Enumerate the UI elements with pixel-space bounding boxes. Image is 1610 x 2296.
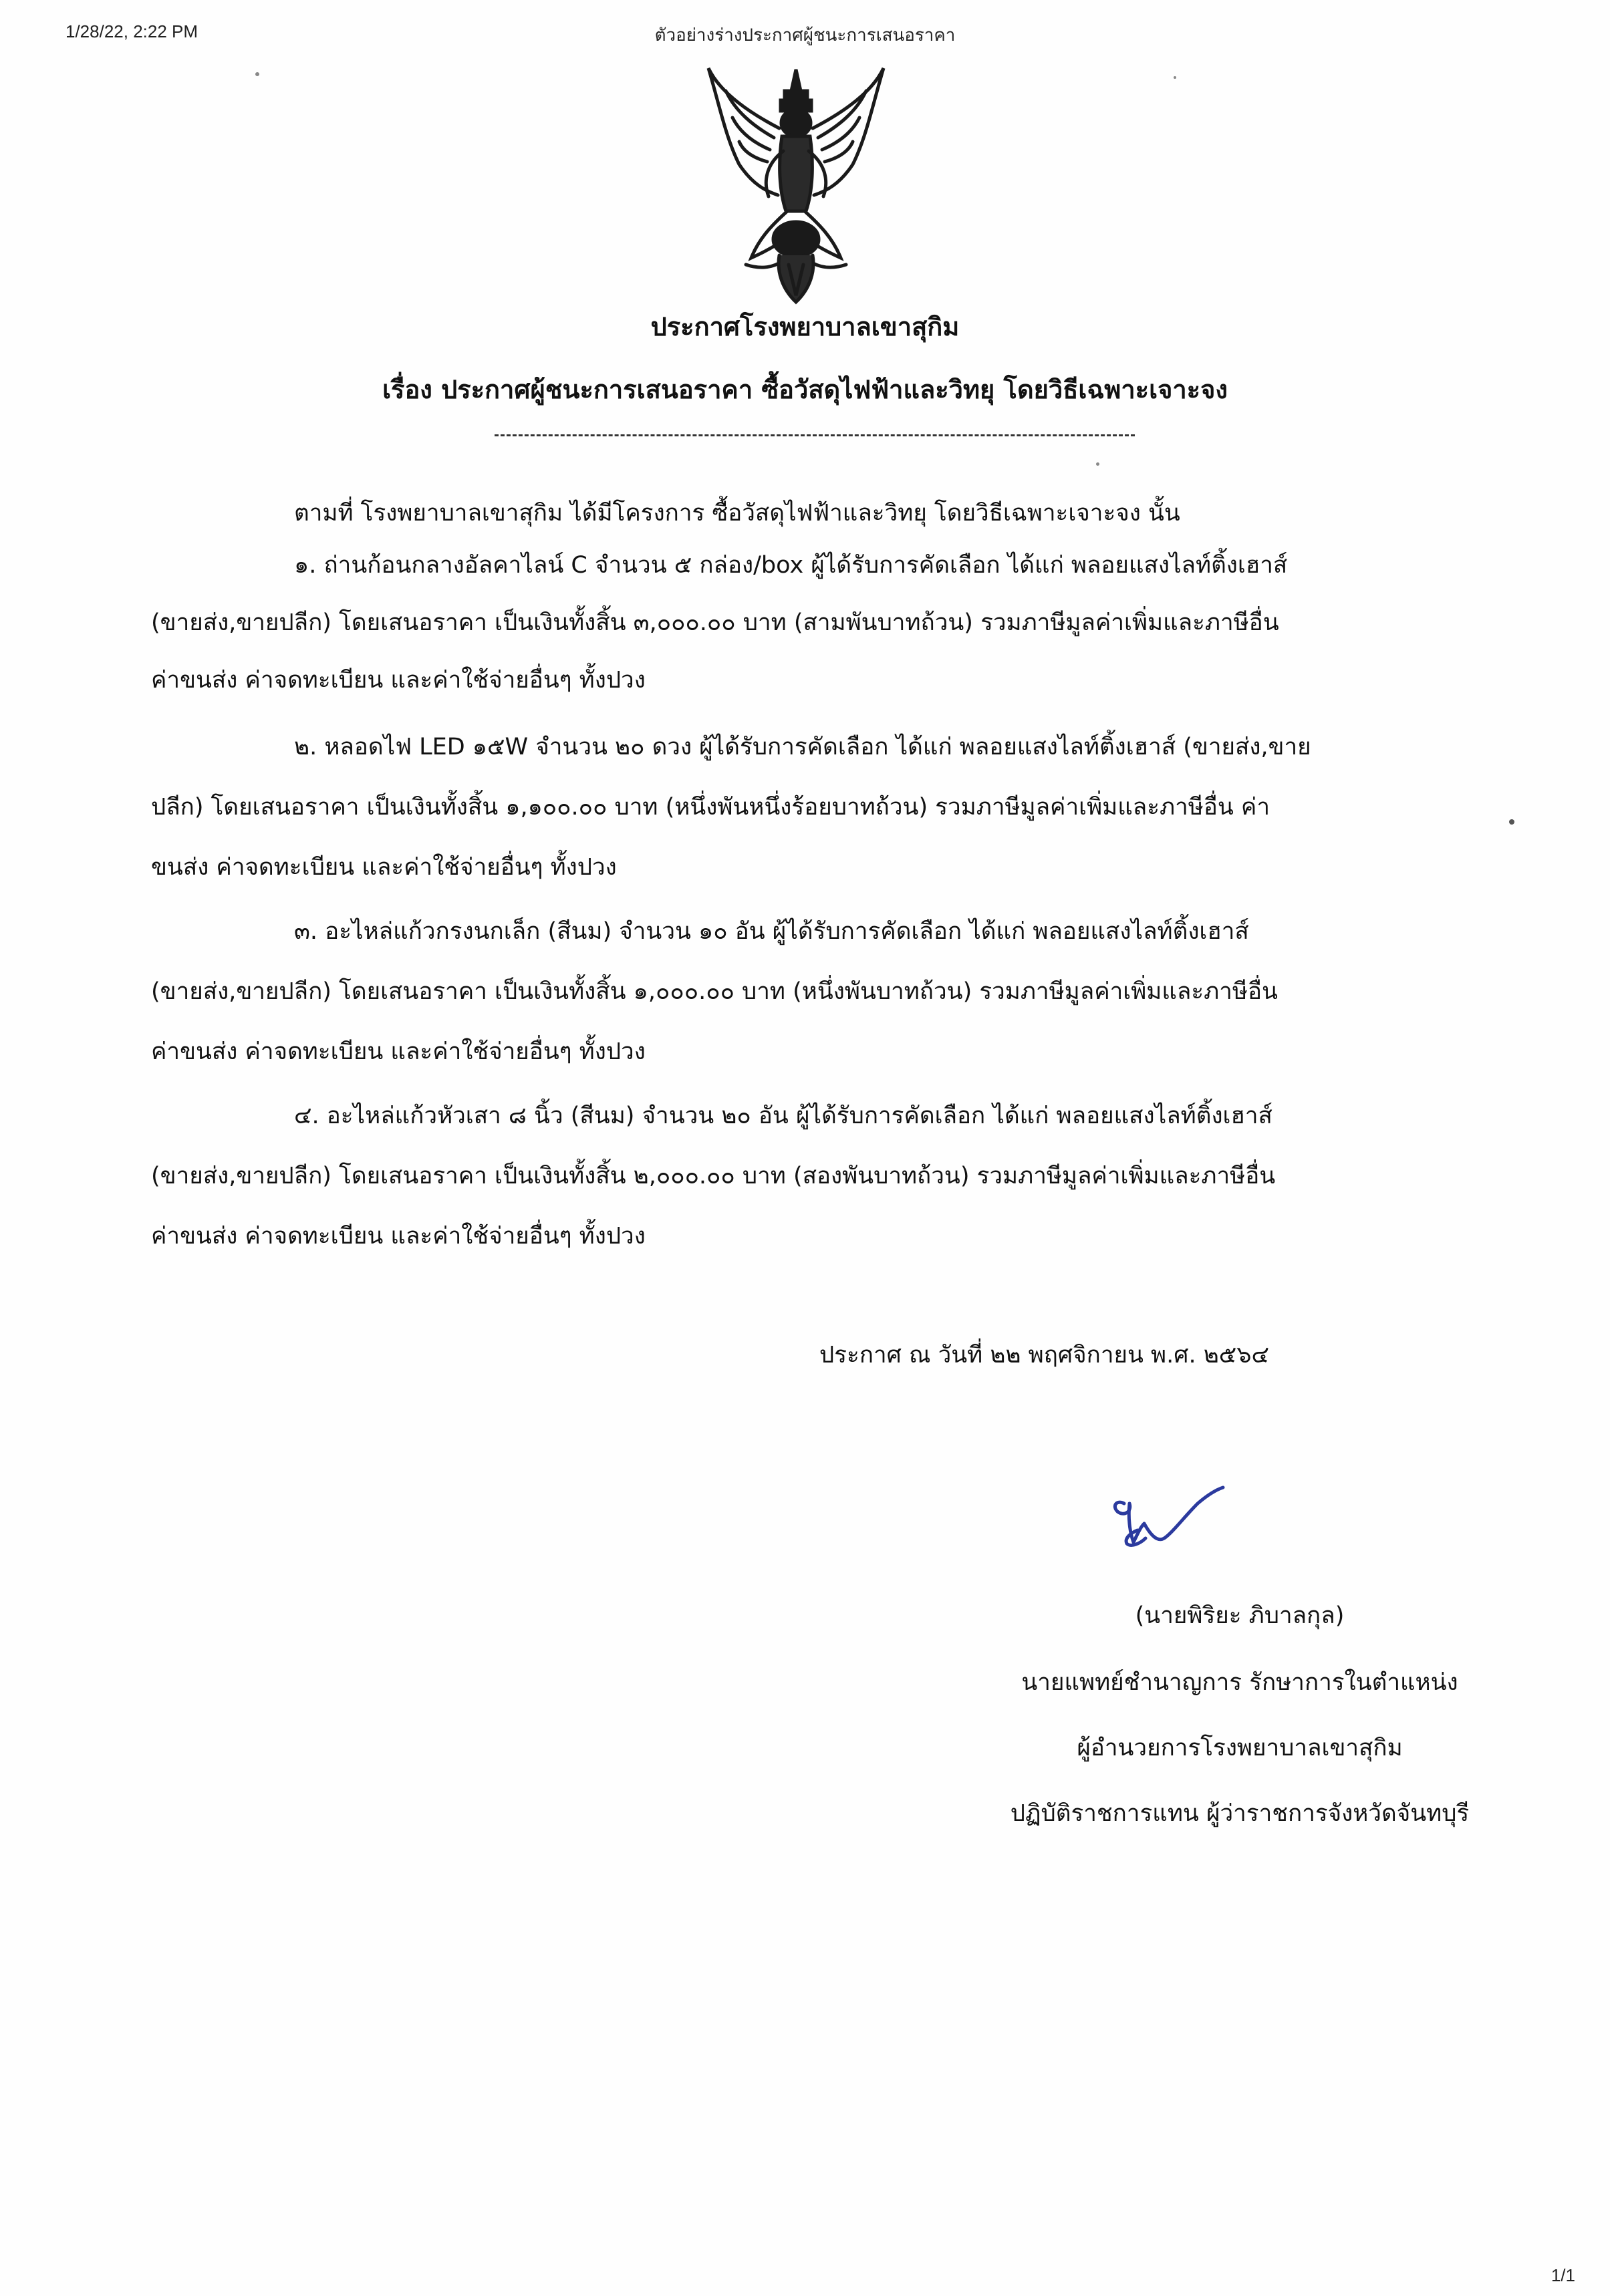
item-1-line-1: ๑. ถ่านก้อนกลางอัลคาไลน์ C จำนวน ๕ กล่อง/box ผู้ได้รับการคัดเลือก ได้แก่ พลอยแสงไลท์ติ้งเฮาส์: [294, 552, 1288, 579]
signatory-position-2: ผู้อำนวยการโรงพยาบาลเขาสุกิม: [1077, 1735, 1403, 1761]
signatory-position-3: ปฏิบัติราชการแทน ผู้ว่าราชการจังหวัดจันทบุรี: [1010, 1800, 1470, 1827]
item-1-line-3: ค่าขนส่ง ค่าจดทะเบียน และค่าใช้จ่ายอื่นๆ ทั้งปวง: [151, 667, 646, 694]
handwritten-signature-icon: [1097, 1477, 1238, 1557]
item-2-line-1: ๒. หลอดไฟ LED ๑๕W จำนวน ๒๐ ดวง ผู้ได้รับการคัดเลือก ได้แก่ พลอยแสงไลท์ติ้งเฮาส์ (ขายส่ง,ขาย: [294, 734, 1311, 760]
item-3-line-2: (ขายส่ง,ขายปลีก) โดยเสนอราคา เป็นเงินทั้งสิ้น ๑,๐๐๐.๐๐ บาท (หนึ่งพันบาทถ้วน) รวมภาษีมูลค่าเพิ่มและภาษีอื่น: [151, 978, 1278, 1005]
item-4-line-2: (ขายส่ง,ขายปลีก) โดยเสนอราคา เป็นเงินทั้งสิ้น ๒,๐๐๐.๐๐ บาท (สองพันบาทถ้วน) รวมภาษีมูลค่าเพิ่มและภาษีอื่น: [151, 1163, 1276, 1189]
item-3-line-1: ๓. อะไหล่แก้วกรงนกเล็ก (สีนม) จำนวน ๑๐ อัน ผู้ได้รับการคัดเลือก ได้แก่ พลอยแสงไลท์ติ้งเฮาส์: [294, 918, 1249, 945]
announcement-title: ประกาศโรงพยาบาลเขาสุกิม: [650, 312, 960, 341]
signatory-name: (นายพิริยะ ภิบาลกุล): [1135, 1602, 1345, 1629]
print-datetime: 1/28/22, 2:22 PM: [65, 21, 198, 41]
item-2-line-3: ขนส่ง ค่าจดทะเบียน และค่าใช้จ่ายอื่นๆ ทั้งปวง: [151, 854, 617, 881]
scan-speck: [255, 72, 259, 76]
print-doc-title: ตัวอย่างร่างประกาศผู้ชนะการเสนอราคา: [654, 25, 956, 45]
scan-speck: [1096, 462, 1099, 466]
scan-speck: [1509, 819, 1514, 825]
item-3-line-3: ค่าขนส่ง ค่าจดทะเบียน และค่าใช้จ่ายอื่นๆ ทั้งปวง: [151, 1038, 646, 1065]
title-divider: [495, 434, 1135, 436]
announcement-date: ประกาศ ณ วันที่ ๒๒ พฤศจิกายน พ.ศ. ๒๕๖๔: [819, 1342, 1269, 1369]
item-2-line-2: ปลีก) โดยเสนอราคา เป็นเงินทั้งสิ้น ๑,๑๐๐.๐๐ บาท (หนึ่งพันหนึ่งร้อยบาทถ้วน) รวมภาษีมูลค่าเพิ่มและภาษีอื่น ค่า: [151, 794, 1270, 821]
item-4-line-1: ๔. อะไหล่แก้วหัวเสา ๘ นิ้ว (สีนม) จำนวน ๒๐ อัน ผู้ได้รับการคัดเลือก ได้แก่ พลอยแสงไลท์ติ้งเฮาส์: [294, 1103, 1272, 1129]
announcement-subject: เรื่อง ประกาศผู้ชนะการเสนอราคา ซื้อวัสดุไฟฟ้าและวิทยุ โดยวิธีเฉพาะเจาะจง: [382, 375, 1228, 404]
signatory-position-1: นายแพทย์ชำนาญการ รักษาการในตำแหน่ง: [1021, 1669, 1458, 1696]
garuda-emblem-icon: [699, 64, 893, 306]
scan-speck: [1174, 76, 1176, 79]
intro-paragraph: ตามที่ โรงพยาบาลเขาสุกิม ได้มีโครงการ ซื้อวัสดุไฟฟ้าและวิทยุ โดยวิธีเฉพาะเจาะจง นั้น: [294, 500, 1180, 527]
item-1-line-2: (ขายส่ง,ขายปลีก) โดยเสนอราคา เป็นเงินทั้งสิ้น ๓,๐๐๐.๐๐ บาท (สามพันบาทถ้วน) รวมภาษีมูลค่าเพิ่มและภาษีอื่น: [151, 609, 1279, 636]
item-4-line-3: ค่าขนส่ง ค่าจดทะเบียน และค่าใช้จ่ายอื่นๆ ทั้งปวง: [151, 1223, 646, 1250]
page-number: 1/1: [1551, 2265, 1575, 2285]
